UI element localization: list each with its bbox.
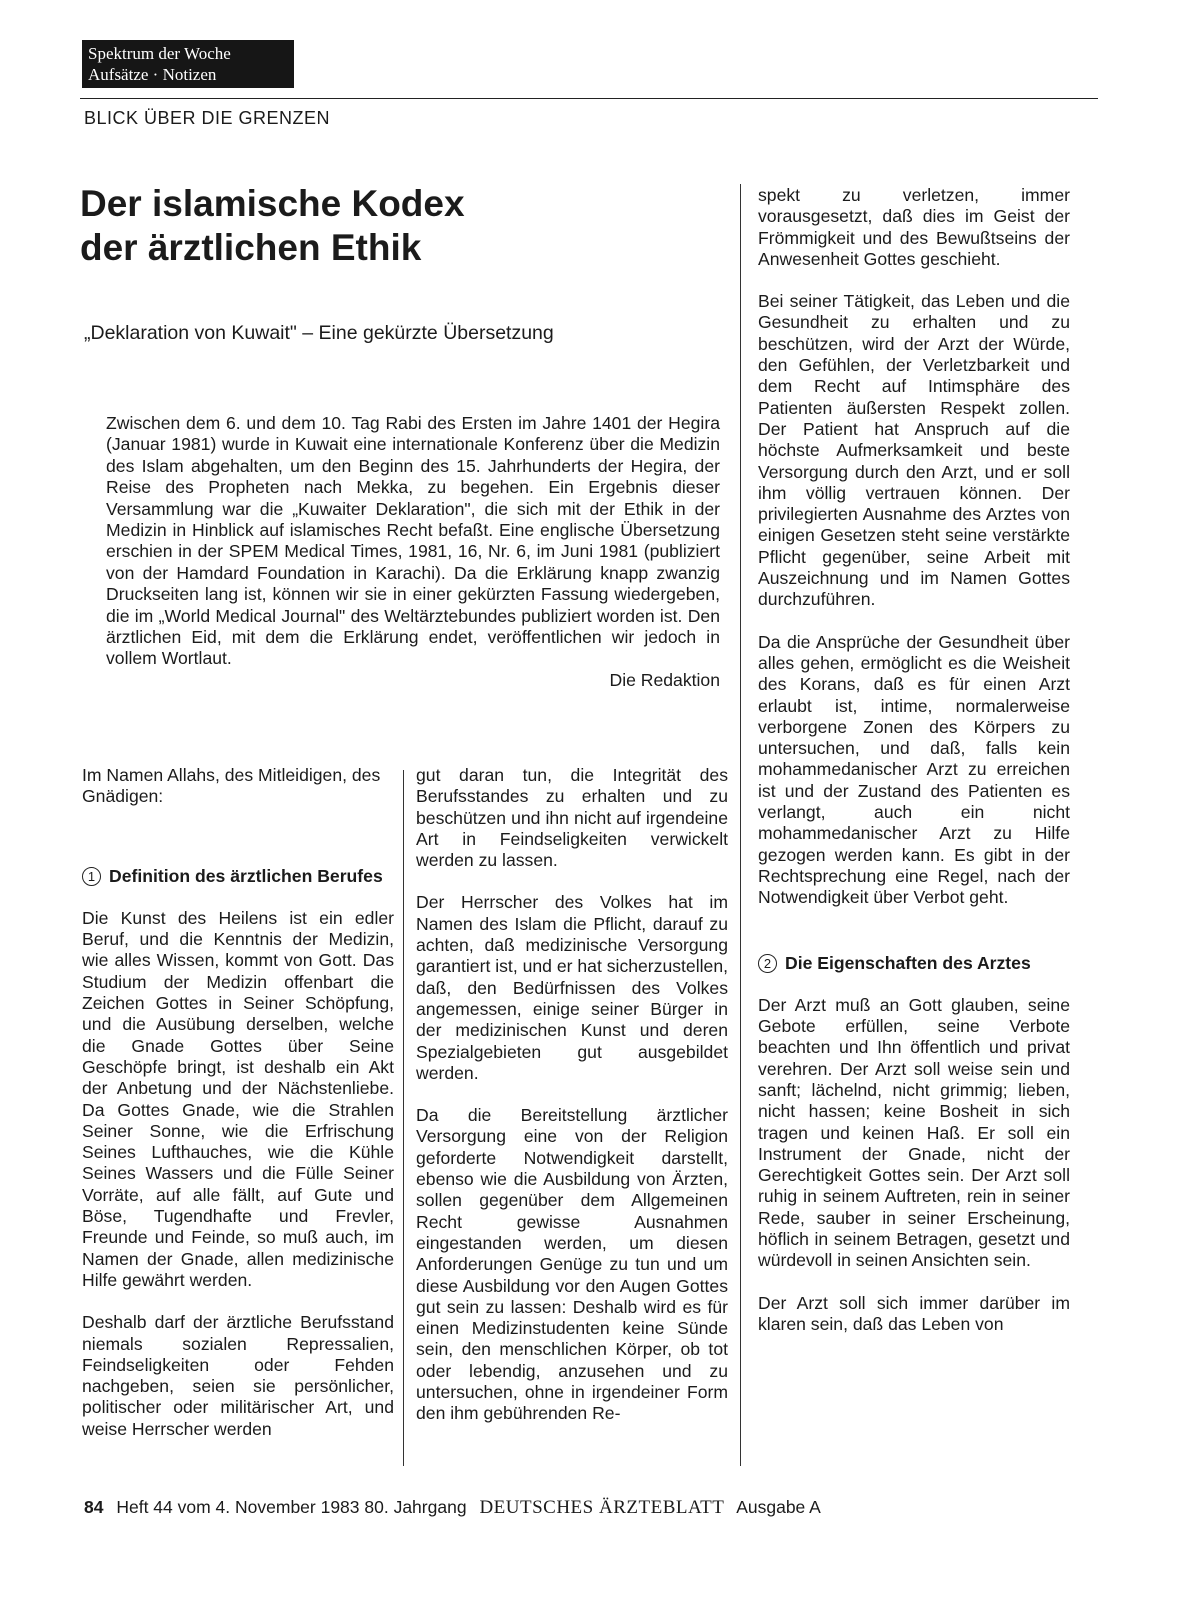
paragraph: Die Kunst des Heilens ist ein edler Beruf, und die Kenntnis der Medizin, wie alles Wissen, kommt von Gott. Das Studium der Medizin offenbart die Zeichen Gottes in Seiner Schöpfung, und die Ausübung derselben, welche die Gnade Gottes über Seine Geschöpfe bringt, ist deshalb ein Akt der Anbetung und der Nächstenliebe. Da Gottes Gnade, wie die Strahlen Seiner Sonne, wie die Erfrischung Seines Lufthauches, wie die Kühle Seines Wassers und die Fülle Seiner Vorräte, auf alle fällt, auf Gute und Böse, Tugendhafte und Frevler, Freunde und Feinde, so muß auch, im Namen der Gnade, allen medizinische Hilfe gewährt werden.	[82, 907, 394, 1290]
section-heading-2	[758, 953, 1070, 974]
page-footer	[84, 1497, 821, 1519]
paragraph: Deshalb darf der ärztliche Berufsstand niemals sozialen Repressalien, Feindseligkeiten oder Fehden nachgeben, seien sie persönlicher, politischer oder militärischer Art, und weise Herrscher werden	[82, 1312, 394, 1439]
circled-number-icon: 1	[82, 867, 101, 886]
paragraph: Der Arzt soll sich immer darüber im klaren sein, daß das Leben von	[758, 1292, 1070, 1334]
paragraph: spekt zu verletzen, immer vorausgesetzt, daß dies im Geist der Frömmigkeit und des Bewußtseins der Anwesenheit Gottes geschieht.	[758, 185, 1070, 269]
text-column-2	[416, 765, 728, 1446]
column-divider-2	[740, 184, 741, 1466]
section-heading-1-text: Definition des ärztlichen Berufes	[109, 865, 383, 886]
page-number: 84	[84, 1497, 104, 1517]
header-rule	[80, 98, 1098, 99]
intro-signature: Die Redaktion	[609, 669, 720, 690]
invocation: Im Namen Allahs, des Mitleidigen, des Gnädigen:	[82, 765, 381, 807]
section-heading-2-text: Die Eigenschaften des Arztes	[785, 952, 1031, 973]
intro-box	[106, 413, 720, 691]
paragraph: Da die Ansprüche der Gesundheit über alles gehen, ermöglicht es die Weisheit des Korans, daß es für einen Arzt erlaubt ist, intime, normalerweise verborgene Zonen des Körpers zu untersuchen, und daß, falls kein mohammedanischer Arzt zu erreichen ist und der Zustand des Patienten es verlangt, auch ein nicht mohammedanischer Arzt zu Hilfe gezogen werden kann. Es gibt in der Rechtsprechung eine Regel, nach der Notwendigkeit über Verbot geht.	[758, 631, 1070, 908]
intro-text: Zwischen dem 6. und dem 10. Tag Rabi des Ersten im Jahre 1401 der Hegira (Januar 1981) wurde in Kuwait eine internationale Konferenz über die Medizin des Islam abgehalten, um den Beginn des 15. Jahrhunderts der Hegira, der Reise des Propheten nach Mekka, zu begehen. Ein Ergebnis dieser Versammlung war die „Kuwaiter Deklaration", die sich mit der Ethik in der Medizin in Hinblick auf islamisches Recht befaßt. Eine englische Übersetzung erschien in der SPEM Medical Times, 1981, 16, Nr. 6, im Juni 1981 (publiziert von der Hamdard Foundation in Karachi). Da die Erklärung knapp zwanzig Druckseiten lang ist, können wir sie in einer gekürzten Fassung wiedergeben, die im „World Medical Journal" des Weltärztebundes publiziert worden ist. Den ärztlichen Eid, mit dem die Erklärung endet, veröffentlichen wir jedoch in vollem Wortlaut.	[106, 413, 720, 669]
section-badge	[82, 40, 294, 88]
edition: Ausgabe A	[736, 1497, 821, 1517]
article-title	[80, 182, 640, 270]
badge-line-2: Aufsätze · Notizen	[88, 65, 217, 84]
kicker: BLICK ÜBER DIE GRENZEN	[84, 108, 331, 128]
paragraph: Da die Bereitstellung ärztlicher Versorgung eine von der Religion geforderte Notwendigkeit darstellt, ebenso wie die Ausbildung von Ärzten, sollen gegenüber dem Allgemeinen Recht gewisse Ausnahmen eingestanden werden, um diesen Anforderungen Genüge zu tun und um diese Ausbildung vor den Augen Gottes gut sein zu lassen: Deshalb wird es für einen Medizinstudenten keine Sünde sein, den menschlichen Körper, ob tot oder lebendig, anzusehen und zu untersuchen, ohne in irgendeiner Form den ihm gebührenden Re-	[416, 1105, 728, 1424]
text-column-1	[82, 765, 394, 1461]
text-column-3	[758, 185, 1070, 1356]
title-line-2: der ärztlichen Ethik	[80, 227, 422, 268]
issue-info: Heft 44 vom 4. November 1983 80. Jahrgang	[116, 1497, 467, 1517]
title-line-1: Der islamische Kodex	[80, 183, 465, 224]
article-subtitle: „Deklaration von Kuwait" – Eine gekürzte Übersetzung	[84, 322, 554, 344]
badge-line-1: Spektrum der Woche	[88, 44, 231, 63]
paragraph: Bei seiner Tätigkeit, das Leben und die Gesundheit zu erhalten und zu beschützen, wird der Arzt der Würde, den Gefühlen, der Verletzbarkeit und dem Recht auf Intimsphäre des Patienten äußersten Respekt zollen. Der Patient hat Anspruch auf die höchste Aufmerksamkeit und beste Versorgung durch den Arzt, und er soll ihm völlig vertrauen können. Der privilegierten Ausnahme des Arztes von einigen Gesetzen steht seine verstärkte Pflicht gegenüber, seine Arbeit mit Auszeichnung und im Namen Gottes durchzuführen.	[758, 291, 1070, 610]
section-heading-1	[82, 866, 394, 887]
paragraph: gut daran tun, die Integrität des Berufsstandes zu erhalten und zu beschützen und ihn nicht auf irgendeine Art in Feindseligkeiten verwickelt werden zu lassen.	[416, 765, 728, 871]
paragraph: Der Herrscher des Volkes hat im Namen des Islam die Pflicht, darauf zu achten, daß medizinische Versorgung garantiert ist, und er hat sicherzustellen, daß, den Bedürfnissen des Volkes angemessen, einige seiner Bürger in der medizinischen Kunst und deren Spezialgebieten gut ausgebildet werden.	[416, 892, 728, 1083]
journal-name: DEUTSCHES ÄRZTEBLATT	[479, 1497, 725, 1518]
circled-number-icon: 2	[758, 954, 777, 973]
column-divider-1	[403, 770, 404, 1466]
paragraph: Der Arzt muß an Gott glauben, seine Gebote erfüllen, seine Verbote beachten und Ihn öffentlich und privat verehren. Der Arzt soll weise sein und sanft; lächelnd, nicht grimmig; lieben, nicht hassen; keine Bosheit in sich tragen und keinen Haß. Er soll ein Instrument der Gnade, nicht der Gerechtigkeit Gottes sein. Der Arzt soll ruhig in seinem Auftreten, rein in seiner Rede, sauber in seiner Erscheinung, höflich in seinem Betragen, gesetzt und würdevoll in seinen Ansichten sein.	[758, 994, 1070, 1271]
